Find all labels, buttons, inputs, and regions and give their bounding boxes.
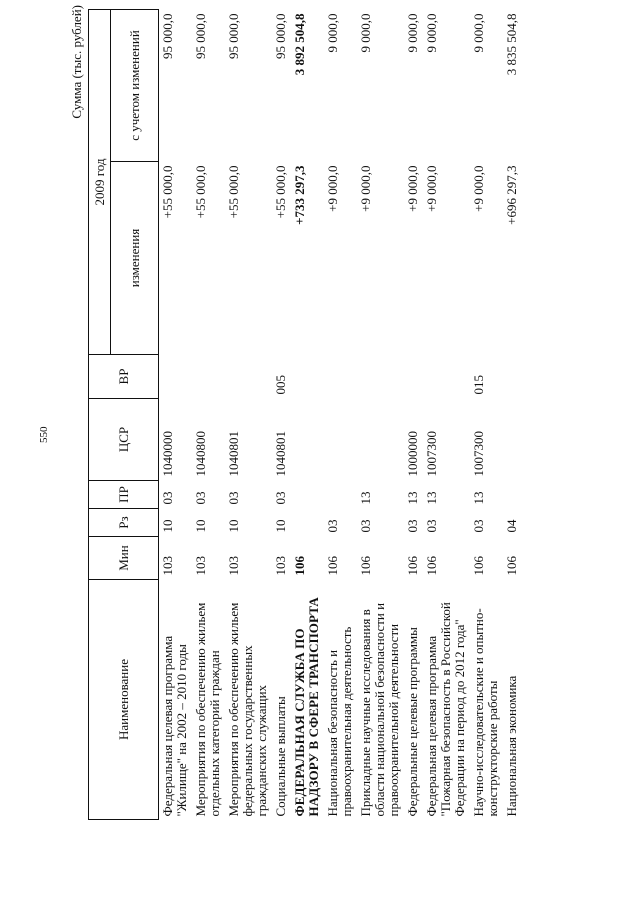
cell-rz: 10 (160, 519, 175, 533)
cell-pr: 13 (358, 491, 373, 505)
cell-change: +9 000,0 (471, 165, 486, 212)
page-number: 550 (38, 426, 50, 443)
cell-name: Прикладные научные исследования в области национальной безопасности и правоохранительной деятельности (358, 602, 401, 817)
cell-name: Национальная безопасность и правоохранительная деятельность (325, 626, 354, 817)
cell-pr (324, 481, 357, 509)
cell-change: +733 297,3 (292, 165, 307, 225)
cell-name: Мероприятия по обеспечению жильем федеральных государственных гражданских служащих (226, 602, 269, 817)
cell-csr: 1040800 (193, 431, 208, 477)
cell-name: ФЕДЕРАЛЬНАЯ СЛУЖБА ПО НАДЗОРУ В СФЕРЕ ТРАНСПОРТА (292, 597, 321, 817)
cell-name: Мероприятия по обеспечению жильем отдельных категорий граждан (193, 602, 222, 817)
cell-rz: 03 (424, 519, 439, 533)
cell-name: Федеральная целевая программа "Жилище" на 2002 – 2010 годы (160, 635, 189, 817)
cell-min: 103 (273, 556, 288, 576)
header-csr: ЦСР (89, 399, 159, 481)
cell-pr (291, 481, 324, 509)
table-row (192, 10, 225, 820)
cell-vr (291, 355, 324, 399)
header-name: Наименование (89, 580, 159, 820)
table-row (503, 10, 522, 820)
cell-csr (503, 399, 522, 481)
cell-name: Социальные выплаты (273, 696, 288, 817)
cell-name: Национальная экономика (504, 675, 519, 817)
cell-vr (192, 355, 225, 399)
table-row (470, 10, 503, 820)
table-body (159, 10, 523, 820)
cell-change: +9 000,0 (358, 165, 373, 212)
table-row (272, 10, 291, 820)
cell-total: 3 835 504,8 (504, 13, 519, 76)
cell-total: 3 892 504,8 (292, 13, 307, 76)
cell-change: +55 000,0 (273, 165, 288, 219)
header-with-changes: с учетом изменений (111, 10, 159, 162)
cell-csr: 1000000 (405, 431, 420, 477)
cell-pr: 03 (193, 491, 208, 505)
cell-name: Федеральная целевая программа "Пожарная безопасность в Российской Федерации на период до 2012 года" (424, 602, 467, 817)
table-row (225, 10, 272, 820)
cell-vr (503, 355, 522, 399)
cell-csr (291, 399, 324, 481)
budget-table (88, 9, 522, 820)
cell-min: 103 (193, 556, 208, 576)
cell-change: +9 000,0 (325, 165, 340, 212)
cell-rz: 03 (358, 519, 373, 533)
table-row (357, 10, 404, 820)
cell-csr: 1040801 (226, 431, 241, 477)
cell-change: +9 000,0 (424, 165, 439, 212)
cell-csr: 1040000 (160, 431, 175, 477)
cell-min: 106 (424, 556, 439, 576)
header-rz: Рз (89, 509, 159, 537)
table-row (404, 10, 423, 820)
cell-min: 106 (292, 556, 307, 576)
cell-rz: 10 (193, 519, 208, 533)
cell-total: 9 000,0 (471, 13, 486, 53)
cell-total: 95 000,0 (273, 13, 288, 59)
table-row (159, 10, 193, 820)
header-year-group: 2009 год (89, 10, 111, 355)
cell-pr: 13 (424, 491, 439, 505)
cell-change: +9 000,0 (405, 165, 420, 212)
cell-total: 9 000,0 (424, 13, 439, 53)
cell-rz: 10 (273, 519, 288, 533)
cell-vr: 015 (471, 375, 486, 395)
cell-change: +55 000,0 (226, 165, 241, 219)
table-row (324, 10, 357, 820)
cell-pr (503, 481, 522, 509)
cell-min: 106 (471, 556, 486, 576)
cell-rz: 03 (405, 519, 420, 533)
cell-total: 95 000,0 (193, 13, 208, 59)
cell-rz: 03 (471, 519, 486, 533)
cell-min: 106 (504, 556, 519, 576)
units-note: Сумма (тыс. рублей) (69, 5, 84, 119)
cell-csr (324, 399, 357, 481)
cell-name: Федеральные целевые программы (405, 627, 420, 817)
cell-csr: 1007300 (471, 431, 486, 477)
cell-min: 106 (358, 556, 373, 576)
cell-total: 95 000,0 (226, 13, 241, 59)
header-pr: ПР (89, 481, 159, 509)
cell-total: 95 000,0 (160, 13, 175, 59)
table-header (89, 10, 159, 820)
cell-change: +55 000,0 (160, 165, 175, 219)
cell-total: 9 000,0 (358, 13, 373, 53)
header-min: Мин (89, 537, 159, 580)
cell-csr: 1007300 (424, 431, 439, 477)
cell-min: 103 (160, 556, 175, 576)
cell-pr: 13 (471, 491, 486, 505)
header-vr: ВР (89, 355, 159, 399)
cell-vr: 005 (273, 375, 288, 395)
cell-rz: 10 (226, 519, 241, 533)
cell-csr (357, 399, 404, 481)
cell-rz: 04 (504, 519, 519, 533)
cell-min: 106 (325, 556, 340, 576)
cell-vr (159, 355, 193, 399)
cell-pr: 03 (226, 491, 241, 505)
cell-total: 9 000,0 (325, 13, 340, 53)
cell-vr (324, 355, 357, 399)
cell-min: 103 (226, 556, 241, 576)
cell-pr: 03 (160, 491, 175, 505)
cell-vr (357, 355, 404, 399)
cell-rz: 03 (325, 519, 340, 533)
cell-change: +55 000,0 (193, 165, 208, 219)
cell-name: Научно-исследовательские и опытно-конструкторские работы (471, 608, 500, 817)
cell-pr: 03 (273, 491, 288, 505)
table-row (291, 10, 324, 820)
cell-pr: 13 (405, 491, 420, 505)
cell-vr (404, 355, 423, 399)
table-row (423, 10, 470, 820)
cell-vr (225, 355, 272, 399)
cell-csr: 1040801 (273, 431, 288, 477)
cell-rz (291, 509, 324, 537)
cell-vr (423, 355, 470, 399)
cell-change: +696 297,3 (504, 165, 519, 225)
cell-total: 9 000,0 (405, 13, 420, 53)
header-changes: изменения (111, 162, 159, 355)
cell-min: 106 (405, 556, 420, 576)
